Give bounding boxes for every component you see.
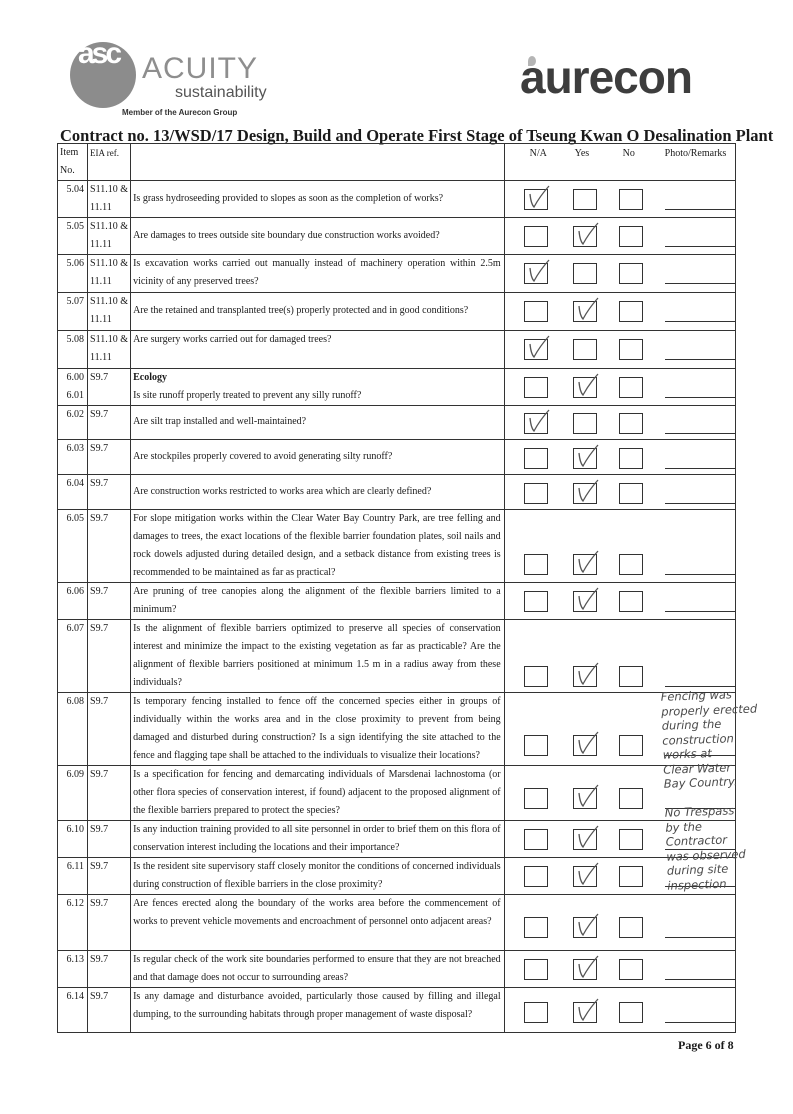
table-row <box>58 858 736 895</box>
item-no: 6.13 <box>66 954 85 965</box>
checkmark-icon <box>577 296 599 322</box>
question-text: Is the alignment of flexible barriers optimized to preserve all species of conservation interest and minimize the impact to the existing vegetation as far as practicable? Are the alignment of flexible barriers positioned at minimum 1.5 m in a radius away from these individuals? <box>133 623 501 688</box>
eia-ref-cell <box>88 331 131 369</box>
eia-ref-cell <box>88 440 131 475</box>
yes-checkbox[interactable] <box>573 959 597 980</box>
handwritten-line: was observed <box>666 846 746 864</box>
yes-checkbox[interactable] <box>573 829 597 850</box>
yes-checkbox[interactable] <box>573 554 597 575</box>
question-text: Are construction works restricted to works area which are clearly defined? <box>133 485 432 497</box>
remarks-line[interactable] <box>665 979 735 980</box>
item-no-cell <box>58 218 88 255</box>
na-checkbox[interactable] <box>524 339 548 360</box>
table-row <box>58 583 736 620</box>
checkmark-icon <box>528 184 550 210</box>
yes-checkbox[interactable] <box>573 917 597 938</box>
response-cell <box>504 583 735 620</box>
col-header-eia-ref <box>88 144 131 181</box>
eia-ref: S9.7 <box>90 991 109 1002</box>
item-no: 5.06 <box>66 258 85 269</box>
table-row <box>58 369 736 406</box>
col-header-na: N/A <box>529 148 547 159</box>
question-text: For slope mitigation works within the Clear Water Bay Country Park, are tree felling and damages to trees, the exact locations of the flexible barrier foundation plates, soil nails and rock dowels adjusted during detailed design, and a setback distance from existing trees is recommended to be maintained as far as practical? <box>133 513 501 578</box>
eia-ref: S9.7 <box>90 696 109 707</box>
question-cell <box>131 406 505 440</box>
checkmark-icon <box>577 824 599 850</box>
eia-ref: S9.7 <box>90 409 109 420</box>
na-checkbox[interactable] <box>524 554 548 575</box>
checkmark-icon <box>528 334 550 360</box>
question-text: Are stockpiles properly covered to avoid generating silty runoff? <box>133 450 393 462</box>
no-checkbox[interactable] <box>619 413 643 434</box>
no-checkbox[interactable] <box>619 591 643 612</box>
checkmark-icon <box>577 997 599 1023</box>
question-text: Is site runoff properly treated to prevent any silly runoff? <box>133 390 362 401</box>
item-no: 6.02 <box>66 409 85 420</box>
handwritten-line: properly erected <box>660 700 758 719</box>
item-no: 6.09 <box>66 769 85 780</box>
handwritten-line: Contractor <box>665 832 728 849</box>
table-row <box>58 406 736 440</box>
remarks-line[interactable] <box>665 359 735 360</box>
yes-checkbox[interactable] <box>573 301 597 322</box>
yes-checkbox[interactable] <box>573 788 597 809</box>
na-checkbox[interactable] <box>524 591 548 612</box>
item-no-cell <box>58 821 88 858</box>
response-cell <box>504 895 735 951</box>
eia-ref-cell <box>88 858 131 895</box>
yes-checkbox[interactable] <box>573 339 597 360</box>
item-no: 5.07 <box>66 296 85 307</box>
handwritten-line: inspection <box>667 876 727 893</box>
item-no: 6.05 <box>66 513 85 524</box>
no-checkbox[interactable] <box>619 917 643 938</box>
na-checkbox[interactable] <box>524 189 548 210</box>
item-no-secondary: 6.01 <box>66 390 85 401</box>
checkmark-icon <box>577 221 599 247</box>
response-cell <box>504 406 735 440</box>
col-header-checks <box>504 144 735 181</box>
asc-logo-circle <box>70 37 136 108</box>
eia-ref: S9.7 <box>90 513 109 524</box>
eia-ref-cell <box>88 988 131 1033</box>
eia-ref: S9.7 <box>90 861 109 872</box>
na-checkbox[interactable] <box>524 413 548 434</box>
na-checkbox[interactable] <box>524 829 548 850</box>
eia-ref-cell <box>88 583 131 620</box>
page-of: of <box>714 1038 725 1052</box>
aurecon-logo: aurecon <box>520 51 692 103</box>
handwritten-line: by the <box>665 818 703 835</box>
table-row <box>58 218 736 255</box>
contract-title: Contract no. 13/WSD/17 Design, Build and Operate First Stage of Tseung Kwan O Desalination Plant <box>60 126 774 145</box>
remarks-line[interactable] <box>665 321 735 322</box>
table-row <box>58 951 736 988</box>
item-no-cell <box>58 181 88 218</box>
col-header-yes: Yes <box>574 148 590 159</box>
checkmark-icon <box>577 443 599 469</box>
remarks-line[interactable] <box>665 468 735 469</box>
checkmark-icon <box>577 861 599 887</box>
question-cell <box>131 440 505 475</box>
na-checkbox[interactable] <box>524 377 548 398</box>
question-text: Is grass hydroseeding provided to slopes as soon as the completion of works? <box>133 192 444 204</box>
response-cell <box>504 510 735 583</box>
eia-ref-cell <box>88 255 131 293</box>
remarks-line[interactable] <box>665 397 735 398</box>
item-no: 6.11 <box>66 861 85 872</box>
col-header-question <box>131 144 505 181</box>
na-checkbox[interactable] <box>524 226 548 247</box>
item-no-cell <box>58 583 88 620</box>
table-header-row <box>58 144 736 181</box>
na-checkbox[interactable] <box>524 866 548 887</box>
yes-checkbox[interactable] <box>573 263 597 284</box>
remarks-line[interactable] <box>665 283 735 284</box>
item-no: 6.12 <box>66 898 85 909</box>
eia-ref: S9.7 <box>90 824 109 835</box>
handwritten-line: Bay Country. <box>663 774 738 791</box>
question-cell <box>131 255 505 293</box>
eia-ref: S9.7 <box>90 898 109 909</box>
no-checkbox[interactable] <box>619 377 643 398</box>
no-checkbox[interactable] <box>619 189 643 210</box>
response-cell <box>504 181 735 218</box>
question-cell <box>131 693 505 766</box>
item-no-cell <box>58 440 88 475</box>
na-checkbox[interactable] <box>524 917 548 938</box>
handwritten-remarks <box>660 686 767 892</box>
eia-ref-cell <box>88 369 131 406</box>
remarks-line[interactable] <box>665 433 735 434</box>
eia-ref-cell <box>88 510 131 583</box>
eia-ref: S9.7 <box>90 623 109 634</box>
question-cell <box>131 988 505 1033</box>
handwritten-line: works at <box>662 746 713 762</box>
remarks-line[interactable] <box>665 246 735 247</box>
question-cell <box>131 895 505 951</box>
page-total: 8 <box>727 1038 734 1052</box>
item-no: 6.03 <box>66 443 85 454</box>
yes-checkbox[interactable] <box>573 377 597 398</box>
response-cell <box>504 951 735 988</box>
page-current: 6 <box>705 1038 712 1052</box>
response-cell <box>504 218 735 255</box>
table-row <box>58 331 736 369</box>
acuity-tagline: sustainability <box>175 84 267 101</box>
question-cell <box>131 218 505 255</box>
page-label: Page <box>678 1038 703 1052</box>
question-text: Is regular check of the work site boundaries performed to ensure that they are not breached and that damage does not occur to surrounding areas? <box>133 954 501 983</box>
eia-ref-cell <box>88 475 131 510</box>
remarks-line[interactable] <box>665 574 735 575</box>
handwritten-line: during site <box>666 861 729 878</box>
item-no: 6.06 <box>66 586 85 597</box>
na-checkbox[interactable] <box>524 1002 548 1023</box>
no-checkbox[interactable] <box>619 959 643 980</box>
eia-ref: S11.10 & 11.11 <box>90 258 128 287</box>
question-text: Is any induction training provided to all site personnel in order to brief them on this flora of conservation interest including the locations and their importance? <box>133 824 501 853</box>
item-no-cell <box>58 331 88 369</box>
item-no: 5.04 <box>66 184 85 195</box>
eia-ref: S9.7 <box>90 586 109 597</box>
eia-ref: S11.10 & 11.11 <box>90 221 128 250</box>
no-checkbox[interactable] <box>619 866 643 887</box>
eia-ref: S11.10 & 11.11 <box>90 334 128 363</box>
handwritten-line: construction <box>662 730 734 748</box>
table-row <box>58 440 736 475</box>
yes-checkbox[interactable] <box>573 483 597 504</box>
table-row <box>58 693 736 766</box>
question-text: Are fences erected along the boundary of the works area before the commencement of works to prevent vehicle movements and encroachment of personnel onto adjacent areas? <box>133 898 501 927</box>
checklist-table <box>57 143 736 1033</box>
question-text: Is a specification for fencing and demarcating individuals of Marsdenai lachnostoma (or other flora species of conservation interest, if found) adjacent to the proposed alignment of the flexible barriers prepared to protect the species? <box>133 769 501 816</box>
page-number <box>678 1038 734 1053</box>
no-checkbox[interactable] <box>619 483 643 504</box>
handwritten-line: Clear Water <box>663 759 732 777</box>
eia-ref-cell <box>88 218 131 255</box>
table-row <box>58 255 736 293</box>
eia-ref-cell <box>88 951 131 988</box>
item-no-cell <box>58 510 88 583</box>
checkmark-icon <box>577 549 599 575</box>
yes-checkbox[interactable] <box>573 189 597 210</box>
handwritten-line: Fencing was <box>660 687 733 704</box>
na-checkbox[interactable] <box>524 788 548 809</box>
no-checkbox[interactable] <box>619 554 643 575</box>
item-no: 6.00 <box>66 372 85 383</box>
yes-checkbox[interactable] <box>573 866 597 887</box>
col-header-remarks: Photo/Remarks <box>664 148 727 159</box>
eia-ref: S11.10 & 11.11 <box>90 296 128 325</box>
checkmark-icon <box>577 661 599 687</box>
handwritten-line: during the <box>661 716 722 733</box>
yes-checkbox[interactable] <box>573 735 597 756</box>
item-no: 6.08 <box>66 696 85 707</box>
question-cell <box>131 858 505 895</box>
question-cell <box>131 475 505 510</box>
question-text: Is temporary fencing installed to fence off the concerned species either in groups of individually within the works area and in the close proximity to prevent from being damaged and disturbed during construction? Is a sign identifying the site attached to the fence and flagging tape shall be attached to the individuals to visualize their locations? <box>133 696 501 761</box>
item-no-cell <box>58 766 88 821</box>
response-cell <box>504 988 735 1033</box>
checkmark-icon <box>577 372 599 398</box>
table-row <box>58 475 736 510</box>
response-cell <box>504 475 735 510</box>
question-cell <box>131 510 505 583</box>
eia-ref-cell <box>88 620 131 693</box>
question-cell <box>131 821 505 858</box>
table-row <box>58 510 736 583</box>
col-header-item-line1: Item <box>60 147 79 158</box>
checkmark-icon <box>577 730 599 756</box>
remarks-line[interactable] <box>665 937 735 938</box>
question-text: Are the retained and transplanted tree(s) properly protected and in good conditions? <box>133 305 469 316</box>
yes-checkbox[interactable] <box>573 226 597 247</box>
section-heading: Ecology <box>133 372 167 383</box>
item-no-cell <box>58 475 88 510</box>
question-text: Are pruning of tree canopies along the alignment of the flexible barriers limited to a minimum? <box>133 586 501 615</box>
na-checkbox[interactable] <box>524 666 548 687</box>
question-text: Are surgery works carried out for damaged trees? <box>133 334 332 345</box>
member-of-group-text: Member of the Aurecon Group <box>122 108 238 117</box>
question-text: Is the resident site supervisory staff closely monitor the conditions of concerned individuals during construction of flexible barriers in the close proximity? <box>133 861 501 890</box>
response-cell <box>504 620 735 693</box>
remarks-line[interactable] <box>665 209 735 210</box>
table-row <box>58 293 736 331</box>
question-text: Are silt trap installed and well-maintained? <box>133 416 307 427</box>
yes-checkbox[interactable] <box>573 591 597 612</box>
question-text: Are damages to trees outside site boundary due construction works avoided? <box>133 229 440 241</box>
na-checkbox[interactable] <box>524 483 548 504</box>
acuity-wordmark: ACUITY <box>142 52 259 85</box>
item-no-cell <box>58 255 88 293</box>
table-row <box>58 620 736 693</box>
response-cell <box>504 440 735 475</box>
eia-ref: S9.7 <box>90 769 109 780</box>
eia-ref-cell <box>88 181 131 218</box>
na-checkbox[interactable] <box>524 263 548 284</box>
col-header-item-line2: No. <box>60 165 75 176</box>
item-no: 6.10 <box>66 824 85 835</box>
no-checkbox[interactable] <box>619 448 643 469</box>
item-no: 5.05 <box>66 221 85 232</box>
checkmark-icon <box>577 478 599 504</box>
question-text: Is any damage and disturbance avoided, particularly those caused by filling and illegal dumping, to the surrounding habitats through proper management of waste disposal? <box>133 991 501 1020</box>
item-no-cell <box>58 895 88 951</box>
question-cell <box>131 181 505 218</box>
item-no: 6.14 <box>66 991 85 1002</box>
question-cell <box>131 766 505 821</box>
remarks-line[interactable] <box>665 611 735 612</box>
question-cell <box>131 331 505 369</box>
checkmark-icon <box>577 912 599 938</box>
na-checkbox[interactable] <box>524 448 548 469</box>
handwritten-line: No Trespass <box>664 803 735 820</box>
eia-ref-cell <box>88 821 131 858</box>
eia-ref: S9.7 <box>90 478 109 489</box>
eia-ref: S9.7 <box>90 372 109 383</box>
question-cell <box>131 293 505 331</box>
yes-checkbox[interactable] <box>573 413 597 434</box>
asc-letters: asc <box>78 37 120 70</box>
table-row <box>58 988 736 1033</box>
question-cell <box>131 369 505 406</box>
acuity-sustainability-logo <box>70 37 270 122</box>
question-cell <box>131 583 505 620</box>
eia-ref-cell <box>88 406 131 440</box>
item-no-cell <box>58 369 88 406</box>
table-row <box>58 821 736 858</box>
col-header-eia-ref-label: EIA ref. <box>90 148 120 158</box>
eia-ref: S11.10 & 11.11 <box>90 184 128 213</box>
item-no: 6.04 <box>66 478 85 489</box>
item-no-cell <box>58 293 88 331</box>
checkmark-icon <box>577 586 599 612</box>
na-checkbox[interactable] <box>524 735 548 756</box>
eia-ref: S9.7 <box>90 954 109 965</box>
table-row <box>58 181 736 218</box>
no-checkbox[interactable] <box>619 339 643 360</box>
yes-checkbox[interactable] <box>573 448 597 469</box>
question-cell <box>131 620 505 693</box>
eia-ref-cell <box>88 766 131 821</box>
item-no: 6.07 <box>66 623 85 634</box>
table-row <box>58 766 736 821</box>
item-no-cell <box>58 406 88 440</box>
item-no-cell <box>58 620 88 693</box>
yes-checkbox[interactable] <box>573 666 597 687</box>
checkmark-icon <box>577 783 599 809</box>
no-checkbox[interactable] <box>619 301 643 322</box>
na-checkbox[interactable] <box>524 959 548 980</box>
col-header-no: No <box>622 148 635 159</box>
checkmark-icon <box>528 408 550 434</box>
checkmark-icon <box>577 954 599 980</box>
no-checkbox[interactable] <box>619 788 643 809</box>
remarks-line[interactable] <box>665 1022 735 1023</box>
no-checkbox[interactable] <box>619 263 643 284</box>
table-row <box>58 895 736 951</box>
na-checkbox[interactable] <box>524 301 548 322</box>
item-no-cell <box>58 693 88 766</box>
no-checkbox[interactable] <box>619 735 643 756</box>
no-checkbox[interactable] <box>619 1002 643 1023</box>
col-header-item-no <box>58 144 88 181</box>
response-cell <box>504 331 735 369</box>
no-checkbox[interactable] <box>619 829 643 850</box>
checkmark-icon <box>528 258 550 284</box>
response-cell <box>504 293 735 331</box>
yes-checkbox[interactable] <box>573 1002 597 1023</box>
question-text: Is excavation works carried out manually instead of machinery operation within 2.5m vicinity of any preserved trees? <box>133 258 501 287</box>
item-no: 5.08 <box>66 334 85 345</box>
response-cell <box>504 369 735 406</box>
eia-ref: S9.7 <box>90 443 109 454</box>
eia-ref-cell <box>88 895 131 951</box>
item-no-cell <box>58 951 88 988</box>
item-no-cell <box>58 858 88 895</box>
item-no-cell <box>58 988 88 1033</box>
no-checkbox[interactable] <box>619 226 643 247</box>
eia-ref-cell <box>88 693 131 766</box>
eia-ref-cell <box>88 293 131 331</box>
no-checkbox[interactable] <box>619 666 643 687</box>
response-cell <box>504 255 735 293</box>
remarks-line[interactable] <box>665 503 735 504</box>
question-cell <box>131 951 505 988</box>
